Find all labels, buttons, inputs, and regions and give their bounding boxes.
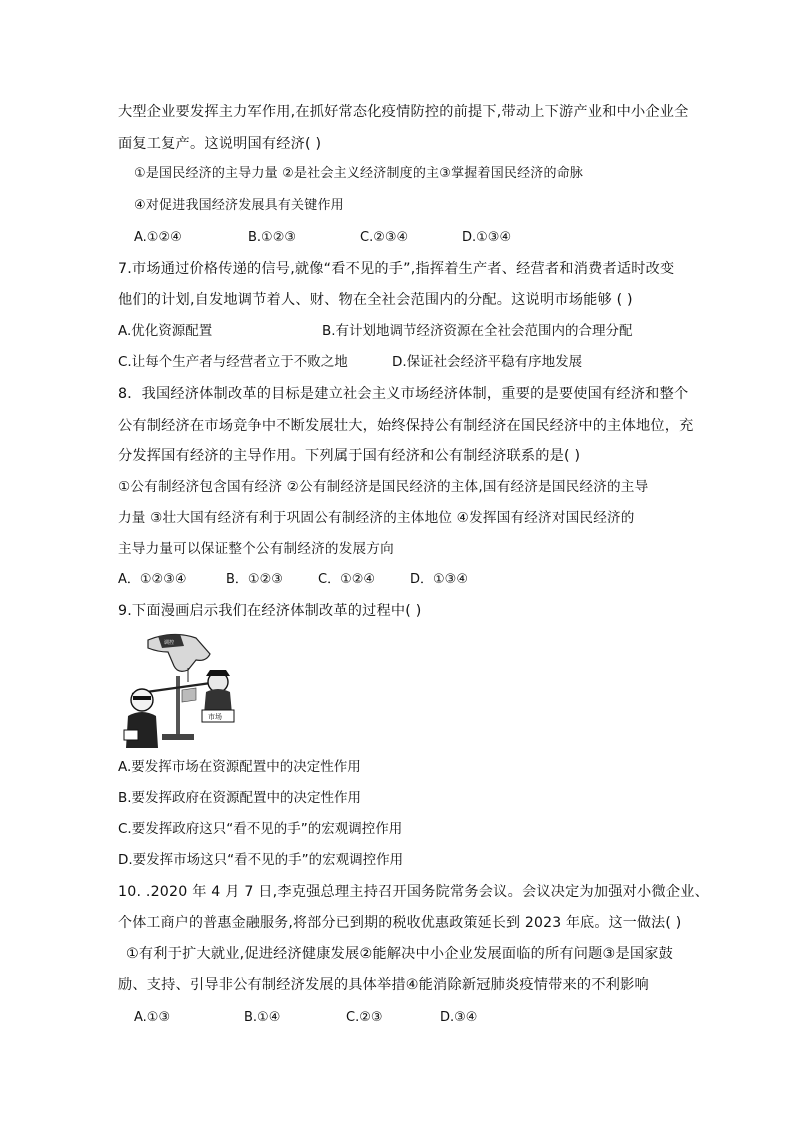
q10-option-a: A.①③	[134, 1010, 171, 1025]
q8-stem-line-2: 公有制经济在市场竞争中不断发展壮大，始终保持公有制经济在国民经济中的主体地位，充	[118, 418, 694, 434]
q8-statement-line-3: 主导力量可以保证整个公有制经济的发展方向	[118, 541, 394, 557]
q9-option-a: A.要发挥市场在资源配置中的决定性作用	[118, 759, 361, 775]
q7-option-d: D.保证社会经济平稳有序地发展	[392, 354, 583, 370]
q8-option-d: D．①③④	[410, 572, 468, 587]
q8-statement-line-1: ①公有制经济包含国有经济 ②公有制经济是国民经济的主体,国有经济是国民经济的主导	[118, 479, 649, 495]
q7-option-a: A.优化资源配置	[118, 323, 213, 339]
q7-option-b: B.有计划地调节经济资源在全社会范围内的合理分配	[322, 323, 633, 339]
q7-option-c: C.让每个生产者与经营者立于不败之地	[118, 354, 348, 370]
q9-option-b: B.要发挥政府在资源配置中的决定性作用	[118, 790, 362, 806]
q10-statement-line-2: 励、支持、引导非公有制经济发展的具体举措④能消除新冠肺炎疫情带来的不利影响	[118, 977, 649, 993]
q7-stem-line-1: 7.市场通过价格传递的信号,就像“看不见的手”,指挥着生产者、经营者和消费者适时改变	[118, 261, 675, 277]
q7-stem-line-2: 他们的计划,自发地调节着人、财、物在全社会范围内的分配。这说明市场能够 ( )	[118, 292, 633, 308]
q10-option-d: D.③④	[440, 1010, 478, 1025]
q9-option-c: C.要发挥政府这只“看不见的手”的宏观调控作用	[118, 821, 403, 837]
q6-stem-line-2: 面复工复产。这说明国有经济( )	[118, 136, 322, 152]
q9-option-d: D.要发挥市场这只“看不见的手”的宏观调控作用	[118, 852, 404, 868]
market-label: 市场	[208, 713, 222, 721]
q6-statement-line-1: ①是国民经济的主导力量 ②是社会主义经济制度的主③掌握着国民经济的命脉	[134, 166, 584, 181]
q6-option-d: D.①③④	[462, 230, 512, 245]
q6-option-a: A.①②④	[134, 230, 182, 245]
q8-option-a: A．①②③④	[118, 572, 187, 587]
q9-stem: 9.下面漫画启示我们在经济体制改革的过程中( )	[118, 603, 422, 619]
q6-option-b: B.①②③	[248, 230, 297, 245]
q10-stem-line-2: 个体工商户的普惠金融服务,将部分已到期的税收优惠政策延长到 2023 年底。这一做法( )	[118, 915, 682, 931]
q10-option-c: C.②③	[346, 1010, 383, 1025]
q8-option-b: B．①②③	[226, 572, 283, 587]
q6-option-c: C.②③④	[360, 230, 409, 245]
scale-cartoon	[118, 630, 242, 748]
q10-stem-line-1: 10. .2020 年 4 月 7 日,李克强总理主持召开国务院常务会议。会议决定为加强对小微企业、	[118, 884, 709, 900]
q8-option-c: C．①②④	[318, 572, 376, 587]
q8-statement-line-2: 力量 ③壮大国有经济有利于巩固公有制经济的主体地位 ④发挥国有经济对国民经济的	[118, 510, 635, 526]
svg-text:调控: 调控	[164, 640, 175, 646]
q8-stem-line-3: 分发挥国有经济的主导作用。下列属于国有经济和公有制经济联系的是( )	[118, 448, 581, 464]
q6-statement-line-2: ④对促进我国经济发展具有关键作用	[134, 198, 344, 213]
q10-statement-line-1: ①有利于扩大就业,促进经济健康发展②能解决中小企业发展面临的所有问题③是国家鼓	[126, 946, 674, 962]
q6-stem-line-1: 大型企业要发挥主力军作用,在抓好常态化疫情防控的前提下,带动上下游产业和中小企业全	[118, 104, 689, 120]
q10-option-b: B.①④	[244, 1010, 281, 1025]
q8-stem-line-1: 8．我国经济体制改革的目标是建立社会主义市场经济体制，重要的是要使国有经济和整个	[118, 386, 689, 402]
